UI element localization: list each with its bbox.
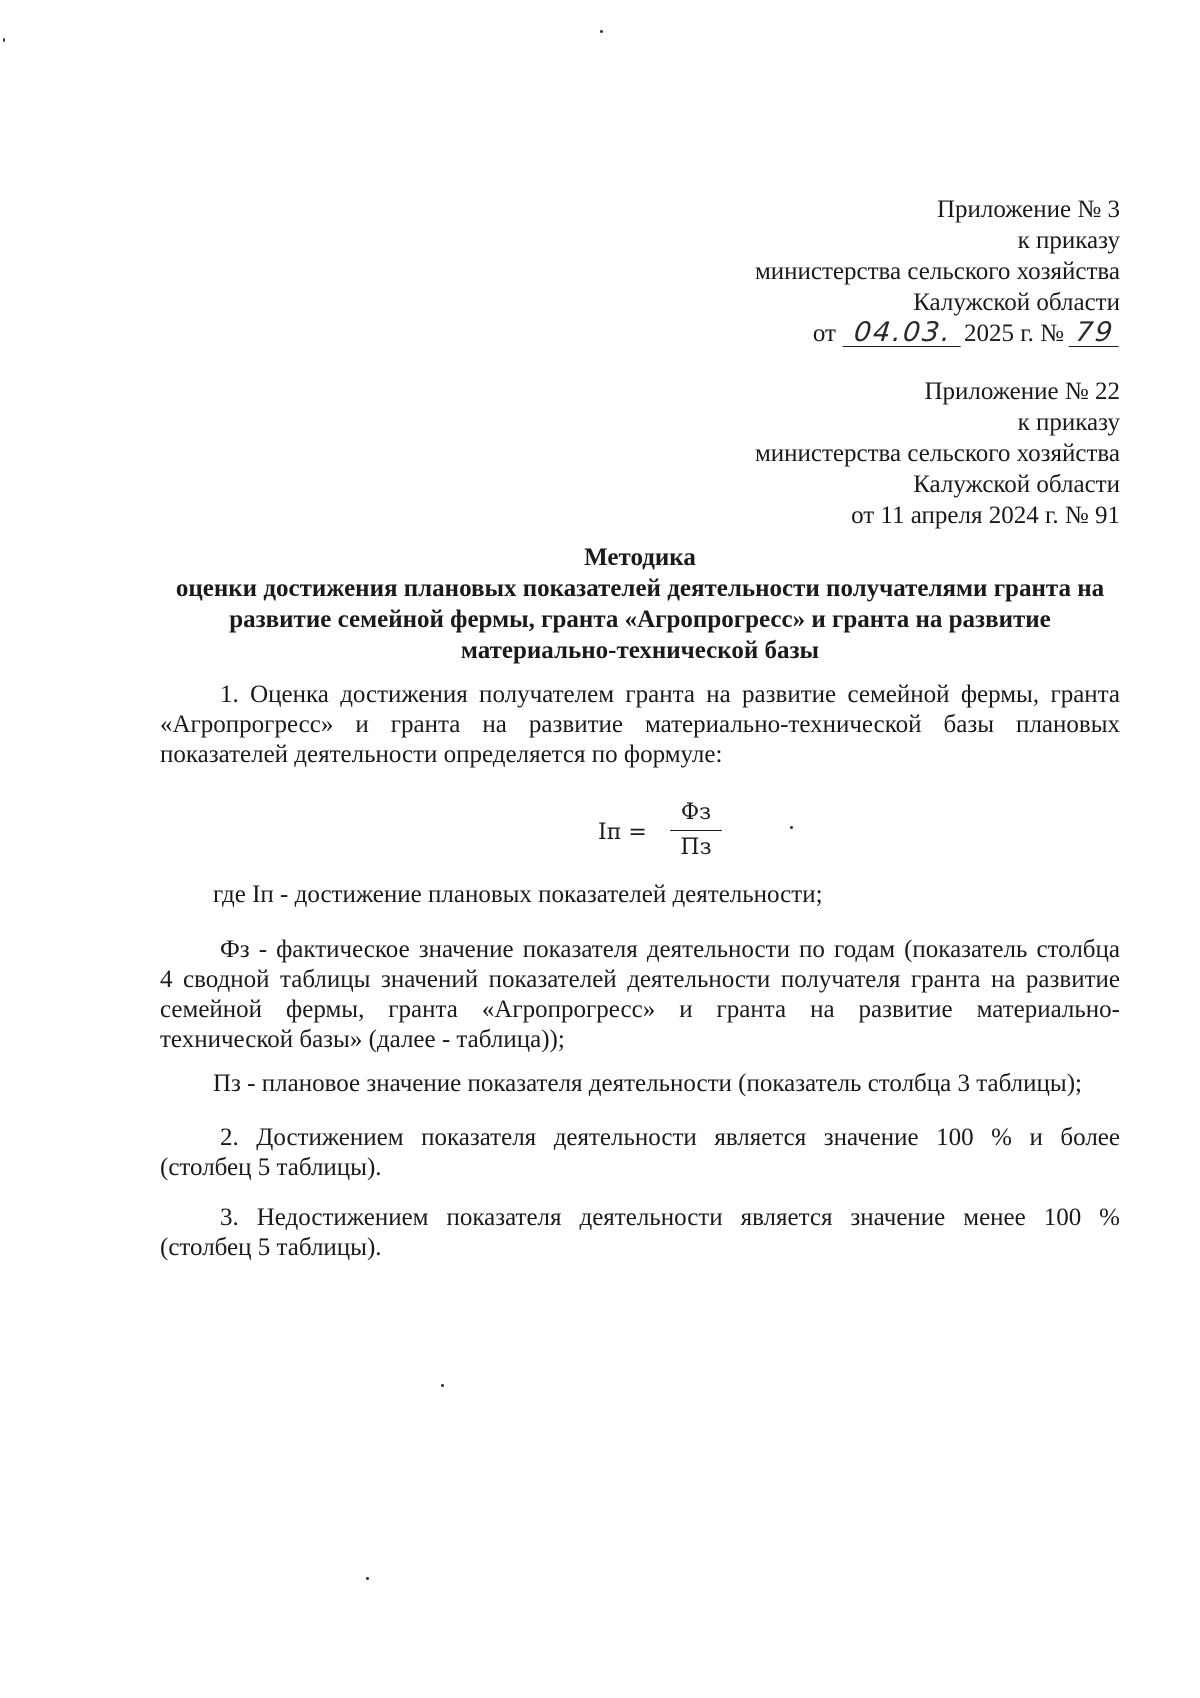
paragraph-line: 3. Недостижением показателя деятельности является значение менее 100 %	[220, 1204, 1120, 1231]
definition-line: технической базы» (далее - таблица));	[160, 1026, 565, 1053]
scan-speck	[3, 38, 5, 42]
definition-in	[213, 880, 1173, 910]
formula-numerator: Фз	[680, 800, 712, 825]
scan-speck	[441, 1384, 444, 1387]
paragraph-1	[160, 680, 1120, 770]
appendix-number: Приложение № 3	[936, 196, 1120, 223]
order-reference: к приказу	[1017, 409, 1120, 436]
date-prefix: от	[812, 320, 836, 347]
definition-line: семейной фермы, гранта «Агропрогресс» и гранта на развитие материально-	[160, 996, 1120, 1023]
appendix-header-original	[755, 376, 1120, 531]
region-name: Калужской области	[913, 471, 1120, 498]
scan-speck	[366, 1577, 369, 1580]
handwritten-order-number: 79	[1069, 320, 1122, 347]
definition-line: 4 сводной таблицы значений показателей деятельности получателя гранта на развитие	[160, 966, 1120, 993]
paragraph-line: показателей деятельности определяется по формуле:	[160, 741, 723, 768]
handwritten-date: 04.03.	[843, 320, 964, 347]
appendix-number: Приложение № 22	[924, 378, 1120, 405]
order-date-line	[755, 318, 1120, 349]
definition-text: Пз - плановое значение показателя деятельности (показатель столбца 3 таблицы);	[213, 1070, 1082, 1097]
ministry-name: министерства сельского хозяйства	[754, 440, 1120, 467]
definition-line: Фз - фактическое значение показателя деятельности по годам (показатель столбца	[220, 936, 1120, 963]
paragraph-line: 2. Достижением показателя деятельности является значение 100 % и более	[220, 1124, 1120, 1151]
formula-fraction	[670, 798, 722, 863]
paragraph-line: 1. Оценка достижения получателем гранта на развитие семейной фермы, гранта	[220, 681, 1120, 708]
title-line: оценки достижения плановых показателей деятельности получателями гранта на	[175, 575, 1105, 602]
order-reference: к приказу	[1017, 227, 1120, 254]
date-year: 2025 г. №	[963, 320, 1064, 347]
paragraph-line: (столбец 5 таблицы).	[160, 1154, 382, 1181]
order-date: от 11 апреля 2024 г. № 91	[851, 502, 1120, 529]
paragraph-2	[160, 1123, 1120, 1183]
formula-denominator: Пз	[680, 835, 712, 860]
ministry-name: министерства сельского хозяйства	[754, 258, 1120, 285]
title-line: развитие семейной фермы, гранта «Агропрогресс» и гранта на развитие	[229, 606, 1051, 633]
region-name: Калужской области	[913, 289, 1120, 316]
title-line: Методика	[584, 544, 696, 571]
paragraph-line: «Агропрогресс» и гранта на развитие материально-технической базы плановых	[160, 711, 1120, 738]
scan-speck	[790, 826, 793, 829]
scan-speck	[600, 30, 603, 33]
paragraph-3	[160, 1203, 1120, 1263]
definition-fz	[160, 935, 1120, 1055]
title-line: материально-технической базы	[460, 637, 820, 664]
document-title	[150, 542, 1130, 666]
appendix-header-current	[755, 194, 1120, 349]
definition-pz	[213, 1069, 1173, 1099]
fraction-bar	[670, 830, 722, 831]
formula-lhs: Iп =	[598, 820, 647, 845]
definition-text: где Iп - достижение плановых показателей деятельности;	[213, 881, 823, 908]
paragraph-line: (столбец 5 таблицы).	[160, 1234, 382, 1261]
